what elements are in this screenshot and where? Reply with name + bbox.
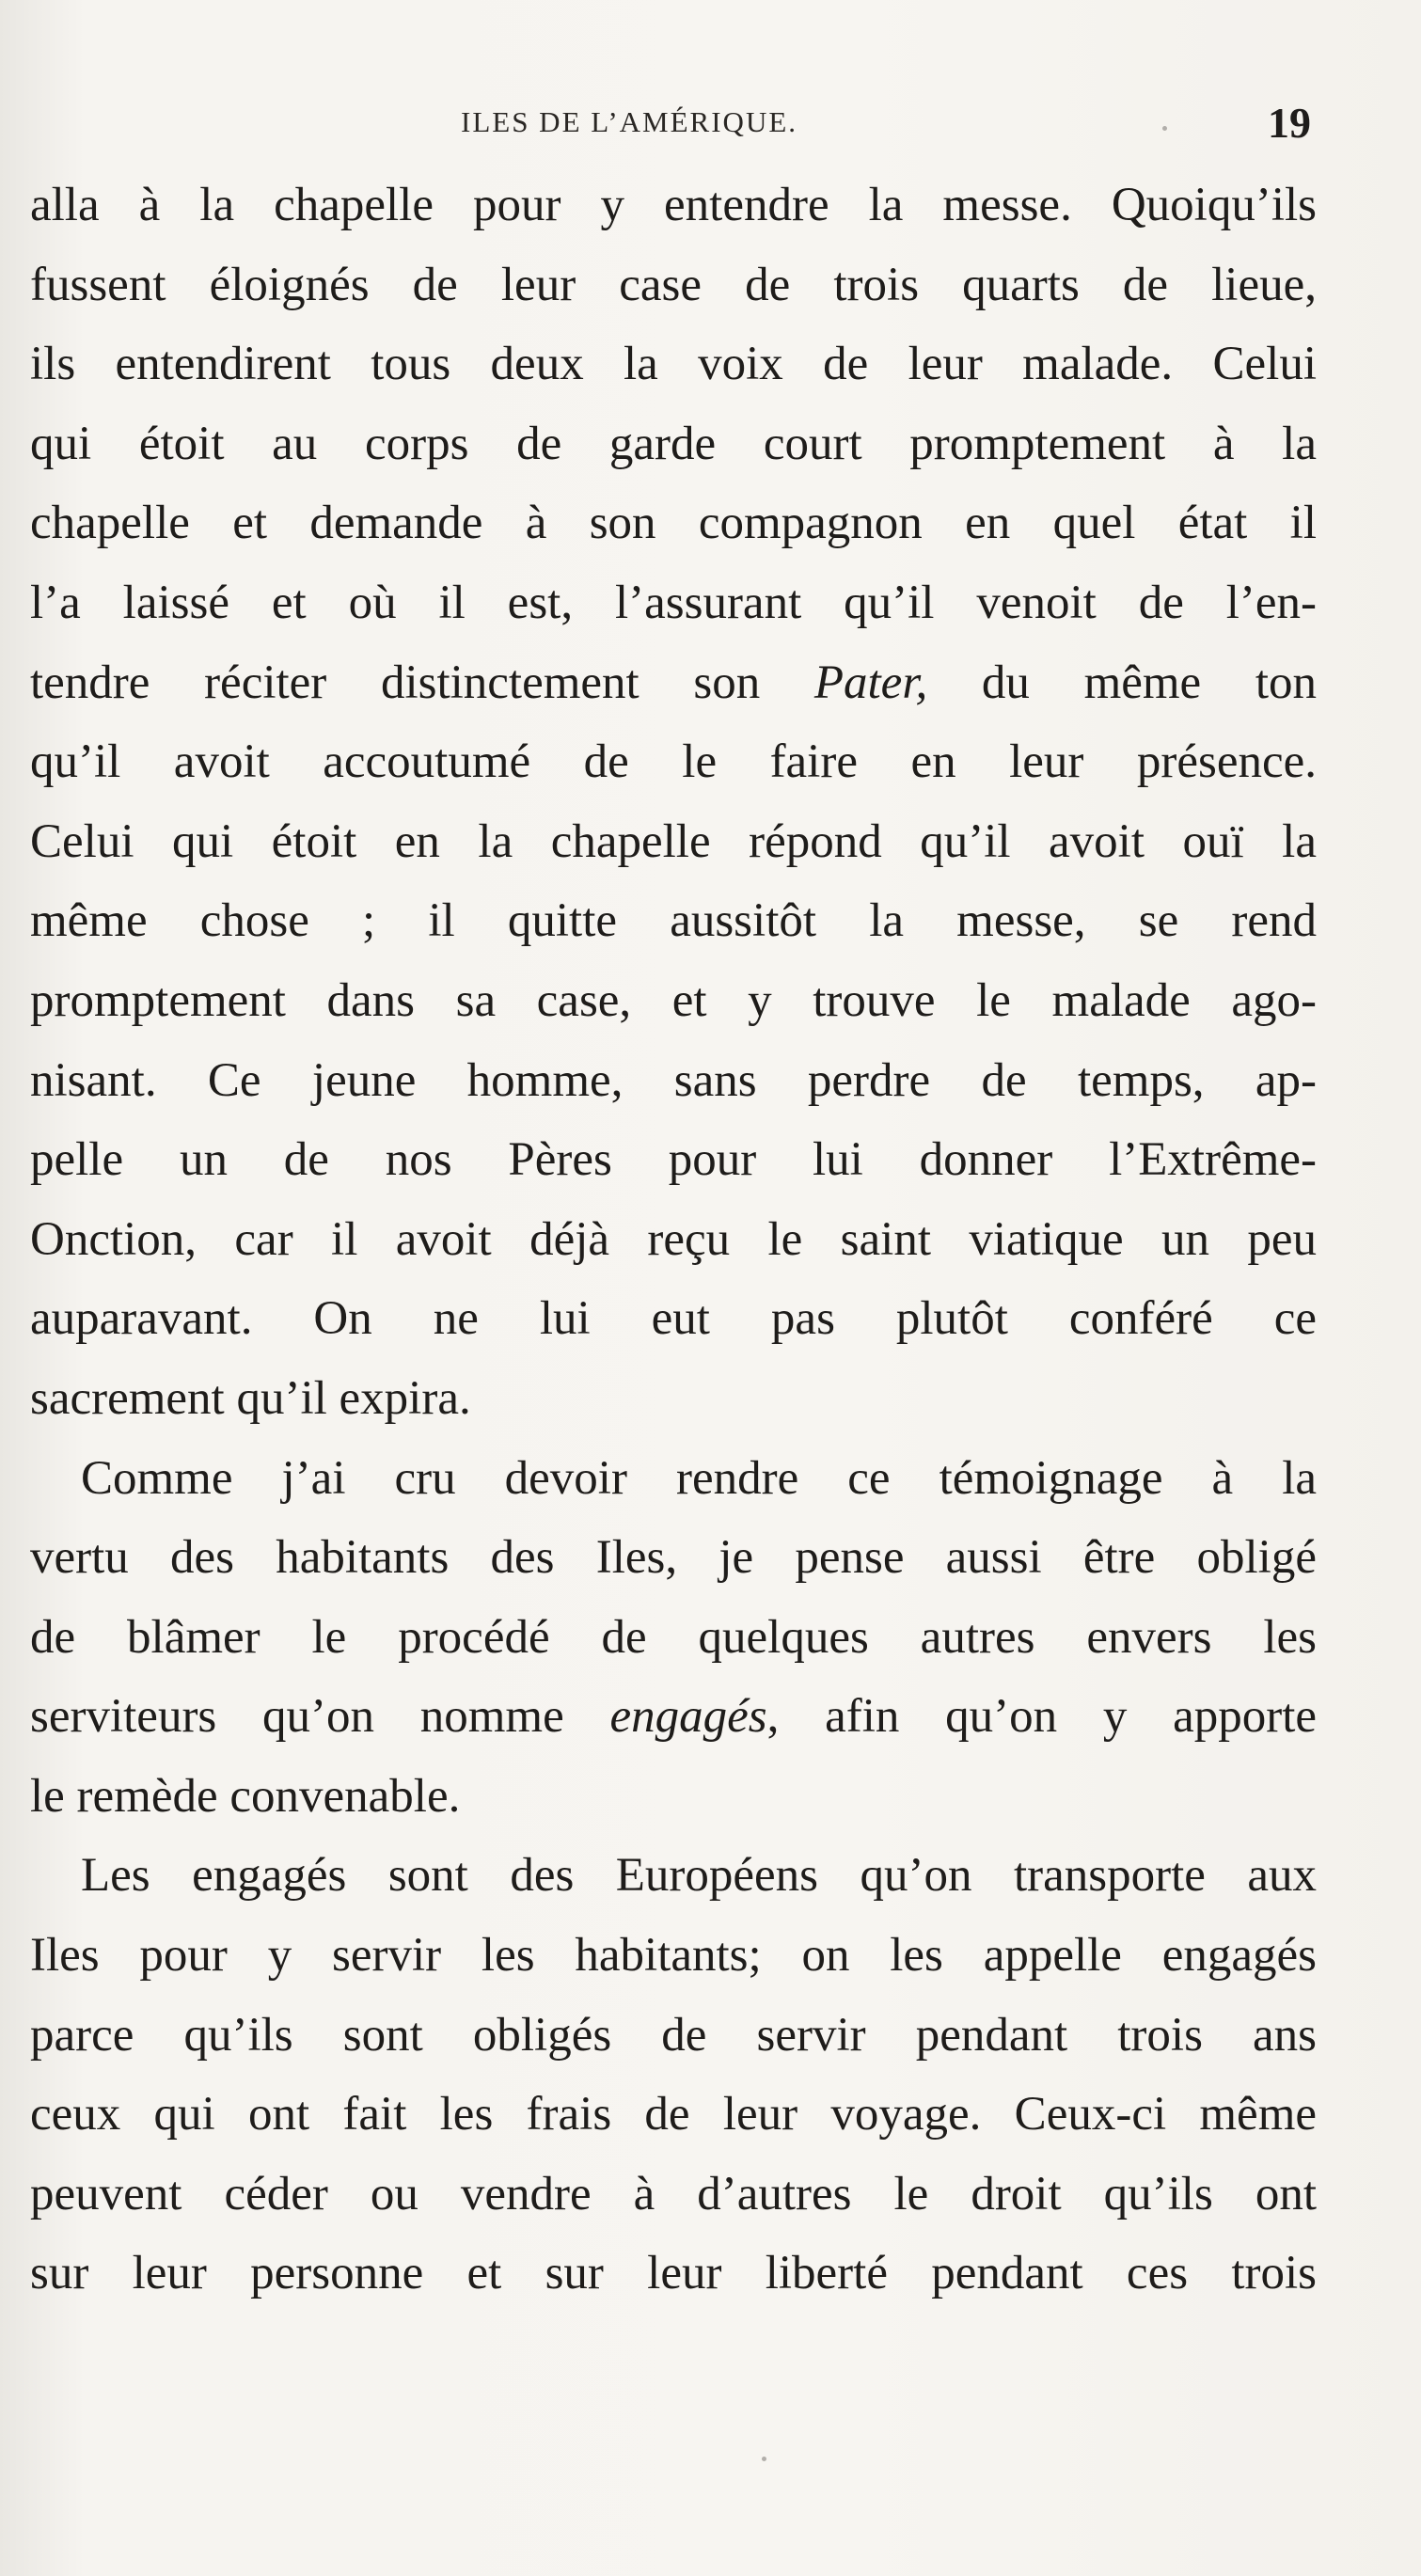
- text-line: qui étoit au corps de garde court promptement à la: [30, 417, 1317, 470]
- body-text: [30, 166, 1317, 2314]
- page-number: 19: [1268, 99, 1311, 147]
- text-line: promptement dans sa case, et y trouve le malade ago-: [30, 973, 1317, 1027]
- italic-word: Pater,: [813, 656, 928, 709]
- italic-word: engagés: [609, 1690, 767, 1744]
- text-segment: serviteurs qu’on nomme: [30, 1690, 610, 1744]
- text-line: fussent éloignés de leur case de trois quarts de lieue,: [30, 258, 1317, 311]
- text-segment: du même ton: [927, 656, 1317, 709]
- text-line: sur leur personne et sur leur liberté pendant ces trois: [30, 2247, 1317, 2300]
- text-line: pelle un de nos Pères pour lui donner l’Extrême-: [30, 1133, 1317, 1187]
- text-line: Iles pour y servir les habitants; on les appelle engagés: [30, 1929, 1317, 1983]
- text-line: peuvent céder ou vendre à d’autres le droit qu’ils ont: [30, 2167, 1317, 2220]
- text-line: Celui qui étoit en la chapelle répond qu’il avoit ouï la: [30, 814, 1317, 868]
- paper-speck: [1162, 126, 1167, 131]
- text-segment: , afin qu’on y apporte: [766, 1690, 1318, 1744]
- text-line: vertu des habitants des Iles, je pense aussi être obligé: [30, 1531, 1317, 1585]
- text-line: de blâmer le procédé de quelques autres envers les: [30, 1610, 1317, 1664]
- text-line: le remède convenable.: [30, 1769, 461, 1823]
- text-line: qu’il avoit accoutumé de le faire en leur présence.: [30, 735, 1317, 789]
- text-line: l’a laissé et où il est, l’assurant qu’il venoit de l’en-: [30, 576, 1317, 629]
- text-line: Comme j’ai cru devoir rendre ce témoignage à la: [81, 1451, 1317, 1505]
- text-line: même chose ; il quitte aussitôt la messe, se rend: [30, 894, 1317, 948]
- text-segment: tendre réciter distinctement son: [30, 656, 814, 709]
- paper-speck: [762, 2457, 766, 2461]
- text-line: nisant. Ce jeune homme, sans perdre de temps, ap-: [30, 1053, 1317, 1107]
- text-line: Les engagés sont des Européens qu’on transporte aux: [81, 1849, 1317, 1903]
- text-line: Onction, car il avoit déjà reçu le saint viatique un peu: [30, 1212, 1317, 1266]
- running-head: [0, 94, 1421, 169]
- text-line: sacrement qu’il expira.: [30, 1371, 471, 1425]
- text-line: chapelle et demande à son compagnon en quel état il: [30, 497, 1317, 550]
- text-line: ils entendirent tous deux la voix de leur malade. Celui: [30, 338, 1317, 391]
- text-line: [30, 1677, 1317, 1757]
- text-line: [30, 643, 1317, 723]
- text-line: auparavant. On ne lui eut pas plutôt conféré ce: [30, 1292, 1317, 1346]
- text-line: alla à la chapelle pour y entendre la messe. Quoiqu’ils: [30, 179, 1317, 231]
- text-line: ceux qui ont fait les frais de leur voyage. Ceux-ci même: [30, 2088, 1317, 2141]
- running-title: ILES DE L’AMÉRIQUE.: [461, 105, 798, 138]
- text-line: parce qu’ils sont obligés de servir pendant trois ans: [30, 2008, 1317, 2062]
